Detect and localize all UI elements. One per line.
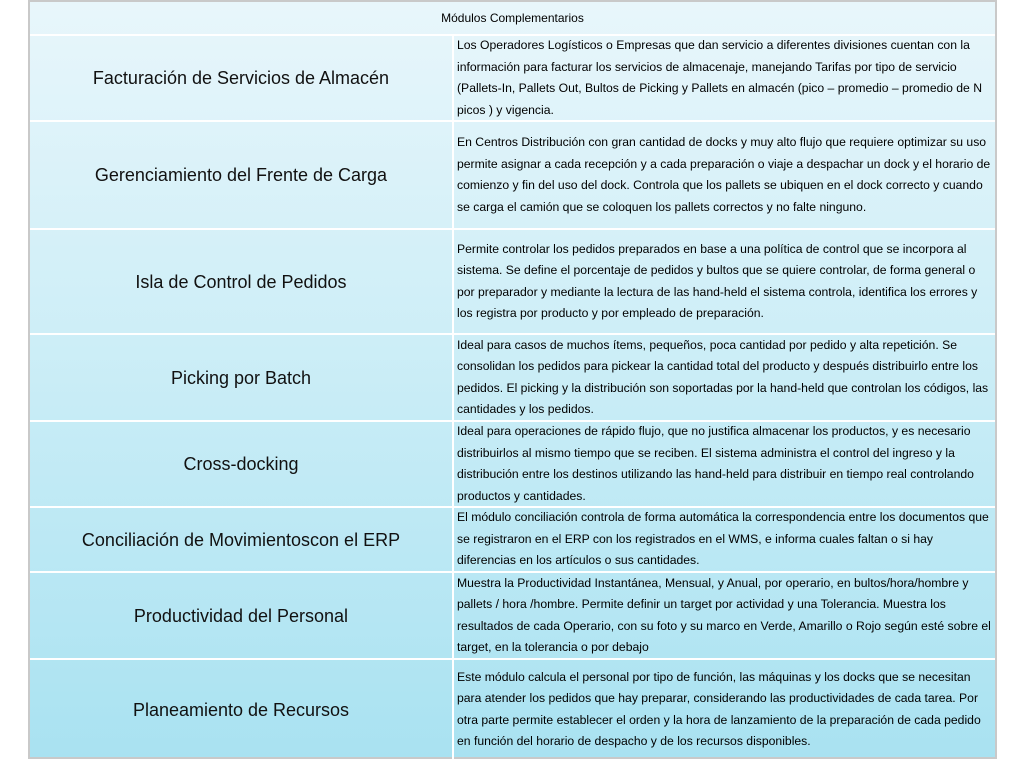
module-name: Gerenciamiento del Frente de Carga xyxy=(30,122,454,228)
table-title: Módulos Complementarios xyxy=(441,11,584,25)
table-row xyxy=(30,120,995,228)
module-name: Productividad del Personal xyxy=(30,573,454,658)
module-description: Este módulo calcula el personal por tipo de función, las máquinas y los docks que se necesitan para atender los pedidos que hay preparar, considerando las productividades de cada tarea. Por otra parte permite establecer el orden y la hora de lanzamiento de la preparación de cada pedido en función del horario de despacho y de los recursos disponibles. xyxy=(457,669,981,748)
module-description: Muestra la Productividad Instantánea, Mensual, y Anual, por operario, en bultos/hora/hombre y pallets / hora /hombre. Permite definir un target por actividad y una Tolerancia. Muestra los resultados de cada Operario, con su foto y su marco en Verde, Amarillo o Rojo según esté sobre el target, en la tolerancia o por debajo xyxy=(457,575,991,654)
table-row xyxy=(30,506,995,571)
module-name: Isla de Control de Pedidos xyxy=(30,230,454,333)
module-description: El módulo conciliación controla de forma automática la correspondencia entre los documentos que se registraron en el ERP con los registrados en el WMS, e informa cuales faltan o si hay diferencias en los artículos o sus cantidades. xyxy=(457,510,989,568)
module-name: Picking por Batch xyxy=(30,335,454,420)
module-description: Los Operadores Logísticos o Empresas que dan servicio a diferentes divisiones cuentan con la información para facturar los servicios de almacenaje, manejando Tarifas por tipo de servicio (Pallets-In, Pallets Out, Bultos de Picking y Pallets en almacén (pico – promedio – promedio de N picos ) y vigencia. xyxy=(457,38,982,117)
table-row xyxy=(30,420,995,506)
module-name-line2: con el ERP xyxy=(310,529,401,550)
table-row xyxy=(30,658,995,759)
module-name: Facturación de Servicios de Almacén xyxy=(30,36,454,120)
module-name xyxy=(30,508,454,571)
module-description: Permite controlar los pedidos preparados en base a una política de control que se incorpora al sistema. Se define el porcentaje de pedidos y bultos que se quiere controlar, de forma general o por preparador y mediante la lectura de las hand-held el sistema controla, identifica los errores y los registra por producto y por empleado de preparación. xyxy=(457,241,978,320)
module-name: Cross-docking xyxy=(30,422,454,506)
table-row xyxy=(30,34,995,120)
module-description: Ideal para operaciones de rápido flujo, que no justifica almacenar los productos, y es necesario distribuirlos al mismo tiempo que se reciben. El sistema administra el control del ingreso y la distribución entre los destinos utilizando las hand-held para distribuir en tiempo real controlando productos y cantidades. xyxy=(457,424,974,503)
table-header xyxy=(30,2,995,34)
module-name: Planeamiento de Recursos xyxy=(30,660,454,759)
modules-table xyxy=(28,0,997,759)
table-row xyxy=(30,333,995,420)
module-description: En Centros Distribución con gran cantidad de docks y muy alto flujo que requiere optimizar su uso permite asignar a cada recepción y a cada preparación o viaje a despachar un dock y el horario de comienzo y fin del uso del dock. Controla que los pallets se ubiquen en el dock correcto y cuando se carga el camión que se coloquen los pallets correctos y no falte ninguno. xyxy=(457,135,991,214)
table-row xyxy=(30,228,995,333)
table-row xyxy=(30,571,995,658)
module-name-line1: Conciliación de Movimientos xyxy=(81,529,311,550)
module-description: Ideal para casos de muchos ítems, pequeños, poca cantidad por pedido y alta repetición. Se consolidan los pedidos para pickear la cantidad total del producto y después distribuirlo entre los pedidos. El picking y la distribución son soportadas por la hand-held que controlan los códigos, las cantidades y los pedidos. xyxy=(457,337,989,416)
